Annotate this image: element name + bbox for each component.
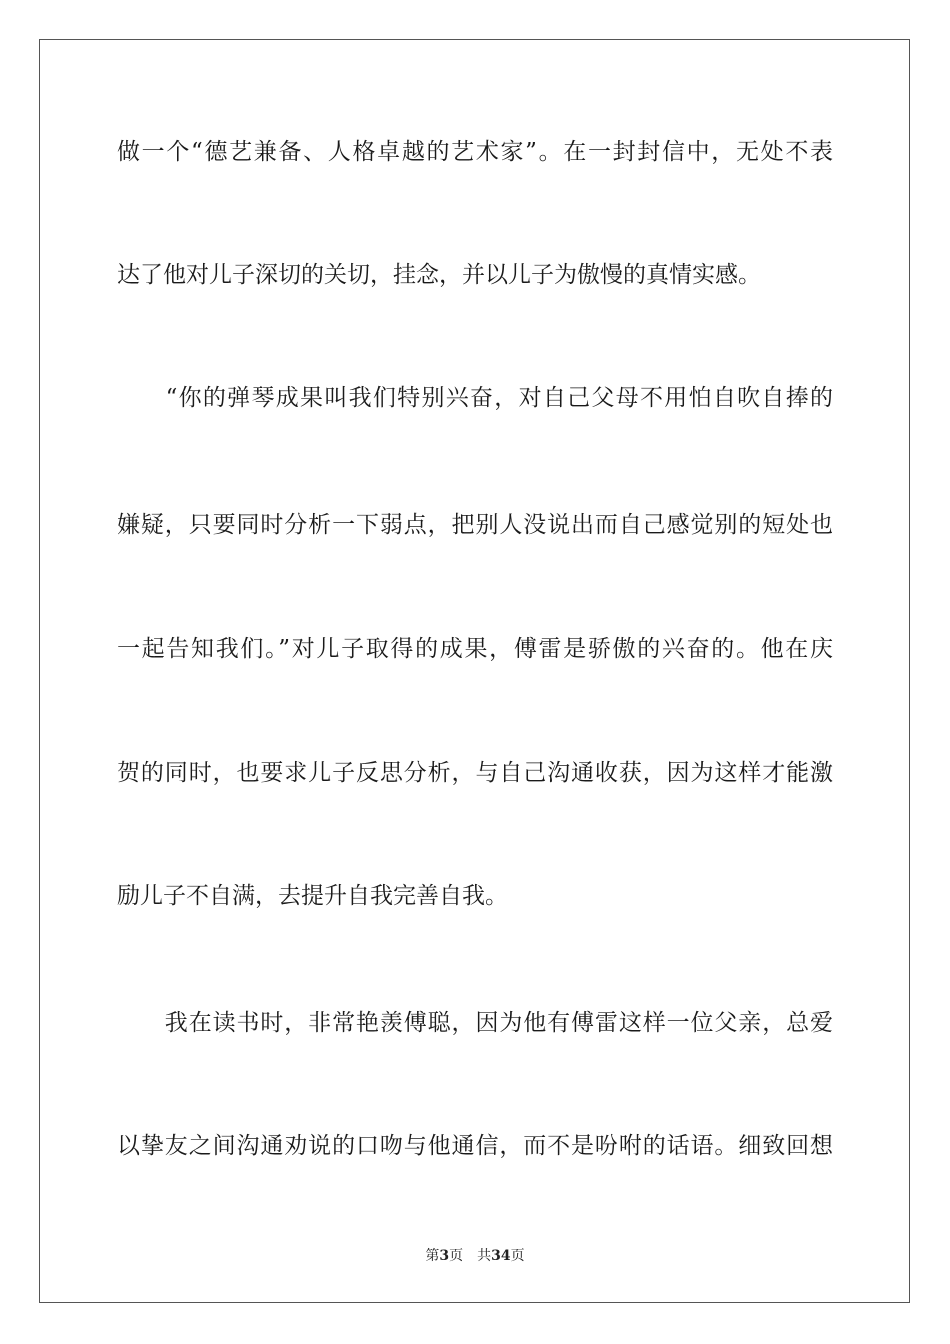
page-footer bbox=[0, 1247, 950, 1265]
body-line-8: 我在读书时，非常艳羡傅聪，因为他有傅雷这样一位父亲，总爱 bbox=[117, 1010, 833, 1036]
body-line-3: “你的弹琴成果叫我们特别兴奋，对自己父母不用怕自吹自捧的 bbox=[117, 385, 833, 411]
body-line-5: 一起告知我们。”对儿子取得的成果，傅雷是骄傲的兴奋的。他在庆 bbox=[117, 636, 833, 662]
body-line-6: 贺的同时，也要求儿子反思分析，与自己沟通收获，因为这样才能激 bbox=[117, 760, 833, 786]
page-number: 3 bbox=[439, 1248, 450, 1264]
total-pages: 34 bbox=[491, 1248, 511, 1264]
body-line-2: 达了他对儿子深切的关切，挂念，并以儿子为傲慢的真情实感。 bbox=[117, 262, 761, 288]
page-border bbox=[39, 39, 910, 1303]
page-suffix: 页 bbox=[449, 1248, 464, 1264]
body-line-9: 以挚友之间沟通劝说的口吻与他通信，而不是吩咐的话语。细致回想 bbox=[117, 1133, 833, 1159]
body-line-1: 做一个“德艺兼备、人格卓越的艺术家”。在一封封信中，无处不表 bbox=[117, 139, 833, 165]
body-line-7: 励儿子不自满，去提升自我完善自我。 bbox=[117, 883, 508, 909]
total-suffix: 页 bbox=[510, 1248, 525, 1264]
body-line-4: 嫌疑，只要同时分析一下弱点，把别人没说出而自己感觉别的短处也 bbox=[117, 512, 833, 538]
total-prefix: 共 bbox=[477, 1248, 492, 1264]
page-prefix: 第 bbox=[425, 1248, 440, 1264]
